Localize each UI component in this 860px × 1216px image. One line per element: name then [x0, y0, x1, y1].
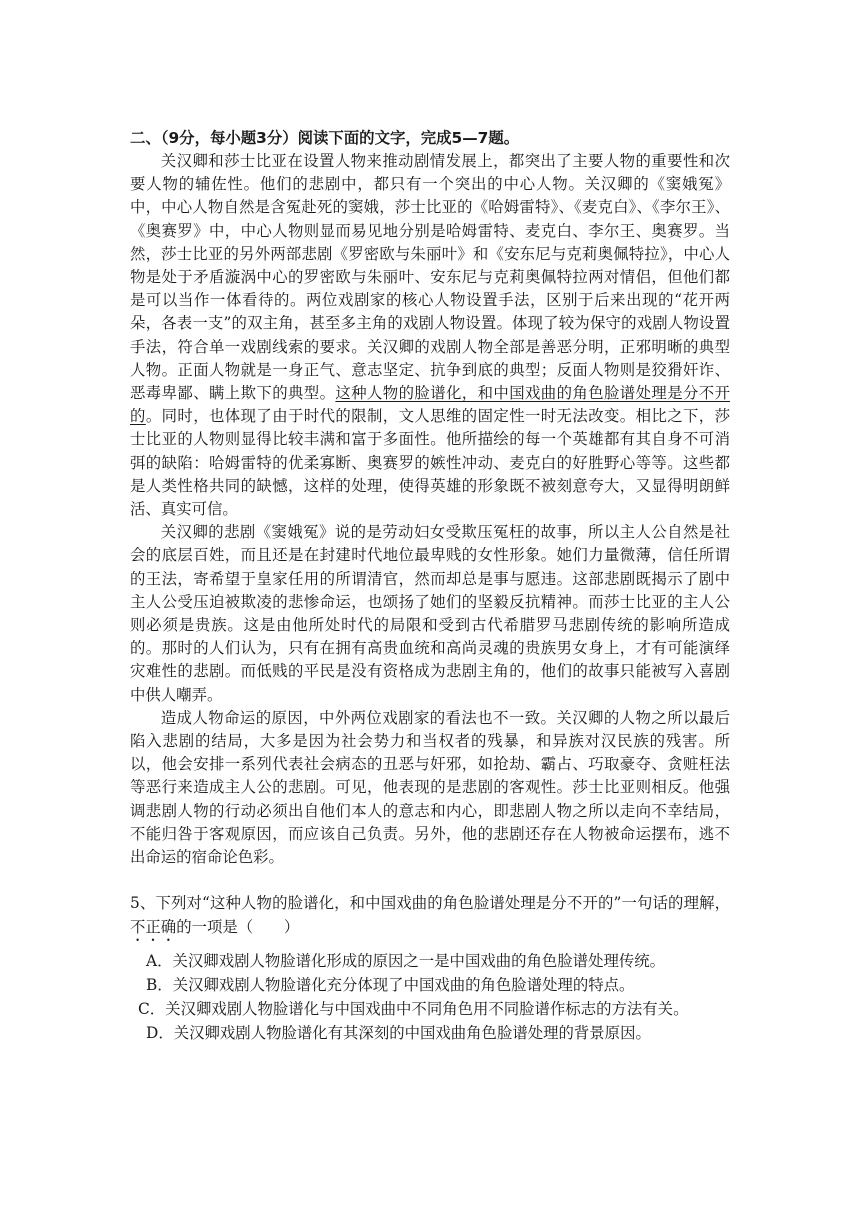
passage-paragraph-3: 造成人物命运的原因，中外两位戏剧家的看法也不一致。关汉卿的人物之所以最后陷入悲剧的结局，大多是因为社会势力和当权者的残暴，和异族对汉民族的残害。所以，他会安排一系列代表社会病态的丑恶与奸邪，如抢劫、霸占、巧取豪夺、贪赃枉法等恶行来造成主人公的悲剧。可见，他表现的是悲剧的客观性。莎士比亚则相反。他强调悲剧人物的行动必须出自他们本人的意志和内心，即悲剧人物之所以走向不幸结局，不能归咎于客观原因，而应该自己负责。另外，他的悲剧还存在人物被命运摆布，逃不出命运的宿命论色彩。 — [130, 708, 730, 867]
question-5 — [130, 892, 730, 944]
emphasized-not-correct: 不正确 — [130, 917, 177, 936]
answer-options — [130, 949, 730, 1045]
option-c-label: C． — [138, 999, 166, 1018]
option-c-text: 关汉卿戏剧人物脸谱化与中国戏曲中不同角色用不同脸谱作标志的方法有关。 — [165, 999, 689, 1018]
question-5-stem-end: 的一项是（ ） — [176, 917, 300, 936]
paragraph-1-text-start: 关汉卿和莎士比亚在设置人物来推动剧情发展上，都突出了主要人物的重要性和次要人物的辅佐性。他们的悲剧中，都只有一个突出的中心人物。关汉卿的《窦娥冤》中，中心人物自然是含冤赴死的窦娥，莎士比亚的《哈姆雷特》、《麦克白》、《李尔王》、《奥赛罗》中，中心人物则显而易见地分别是哈姆雷特、麦克白、李尔王、奥赛罗。当然，莎士比亚的另外两部悲剧《罗密欧与朱丽叶》和《安东尼与克莉奥佩特拉》，中心人物是处于矛盾漩涡中心的罗密欧与朱丽叶、安东尼与克莉奥佩特拉两对情侣，但他们都是可以当作一体看待的。两位戏剧家的核心人物设置手法，区别于后来出现的“花开两朵，各表一支”的双主角，甚至多主角的戏剧人物设置。体现了较为保守的戏剧人物设置手法，符合单一戏剧线索的要求。关汉卿的戏剧人物全部是善恶分明，正邪明晰的典型人物。正面人物就是一身正气、意志坚定、抗争到底的典型；反面人物则是狡猾奸诈、恶毒卑鄙、瞒上欺下的典型。 — [130, 152, 730, 403]
option-d — [130, 1021, 730, 1045]
option-b — [130, 973, 730, 997]
option-b-text: 关汉卿戏剧人物脸谱化充分体现了中国戏曲的角色脸谱处理的特点。 — [172, 975, 635, 994]
question-5-stem: 5、下列对“这种人物的脸谱化，和中国戏曲的角色脸谱处理是分不开的”一句话的理解， — [130, 894, 730, 913]
option-a — [130, 949, 730, 973]
option-d-label: D． — [146, 1023, 174, 1042]
option-c — [130, 997, 730, 1021]
passage-paragraph-2: 关汉卿的悲剧《窦娥冤》说的是劳动妇女受欺压冤枉的故事，所以主人公自然是社会的底层百姓，而且还是在封建时代地位最卑贱的女性形象。她们力量微薄，信任所谓的王法，寄希望于皇家任用的所谓清官，然而却总是事与愿违。这部悲剧既揭示了剧中主人公受压迫被欺凌的悲惨命运，也颂扬了她们的坚毅反抗精神。而莎士比亚的主人公则必须是贵族。这是由他所处时代的局限和受到古代希腊罗马悲剧传统的影响所造成的。那时的人们认为，只有在拥有高贵血统和高尚灵魂的贵族男女身上，才有可能演绎灾难性的悲剧。而低贱的平民是没有资格成为悲剧主角的，他们的故事只能被写入喜剧中供人嘲弄。 — [130, 523, 730, 704]
underlined-sentence: 这种人物的脸谱化，和中国戏曲的角色脸谱处理是分不开的 — [130, 384, 730, 426]
option-a-text: 关汉卿戏剧人物脸谱化形成的原因之一是中国戏曲的角色脸谱处理传统。 — [172, 951, 666, 970]
option-b-label: B． — [146, 975, 173, 994]
paragraph-1-text-end: 。同时，也体现了由于时代的限制，文人思维的固定性一时无法改变。相比之下，莎士比亚的人物则显得比较丰满和富于多面性。他所描绘的每一个英雄都有其自身不可消弭的缺陷：哈姆雷特的优柔寡断、奥赛罗的嫉性冲动、麦克白的好胜野心等等。这些都是人类性格共同的缺憾，这样的处理，使得英雄的形象既不被刻意夸大，又显得明朗鲜活、真实可信。 — [130, 407, 730, 519]
reading-passage — [130, 150, 730, 869]
option-a-label: A． — [146, 951, 173, 970]
section-header: 二、（9分，每小题3分）阅读下面的文字，完成5—7题。 — [130, 129, 520, 147]
document-page — [130, 127, 730, 1045]
option-d-text: 关汉卿戏剧人物脸谱化有其深刻的中国戏曲角色脸谱处理的背景原因。 — [173, 1023, 651, 1042]
passage-paragraph-1 — [130, 150, 730, 521]
